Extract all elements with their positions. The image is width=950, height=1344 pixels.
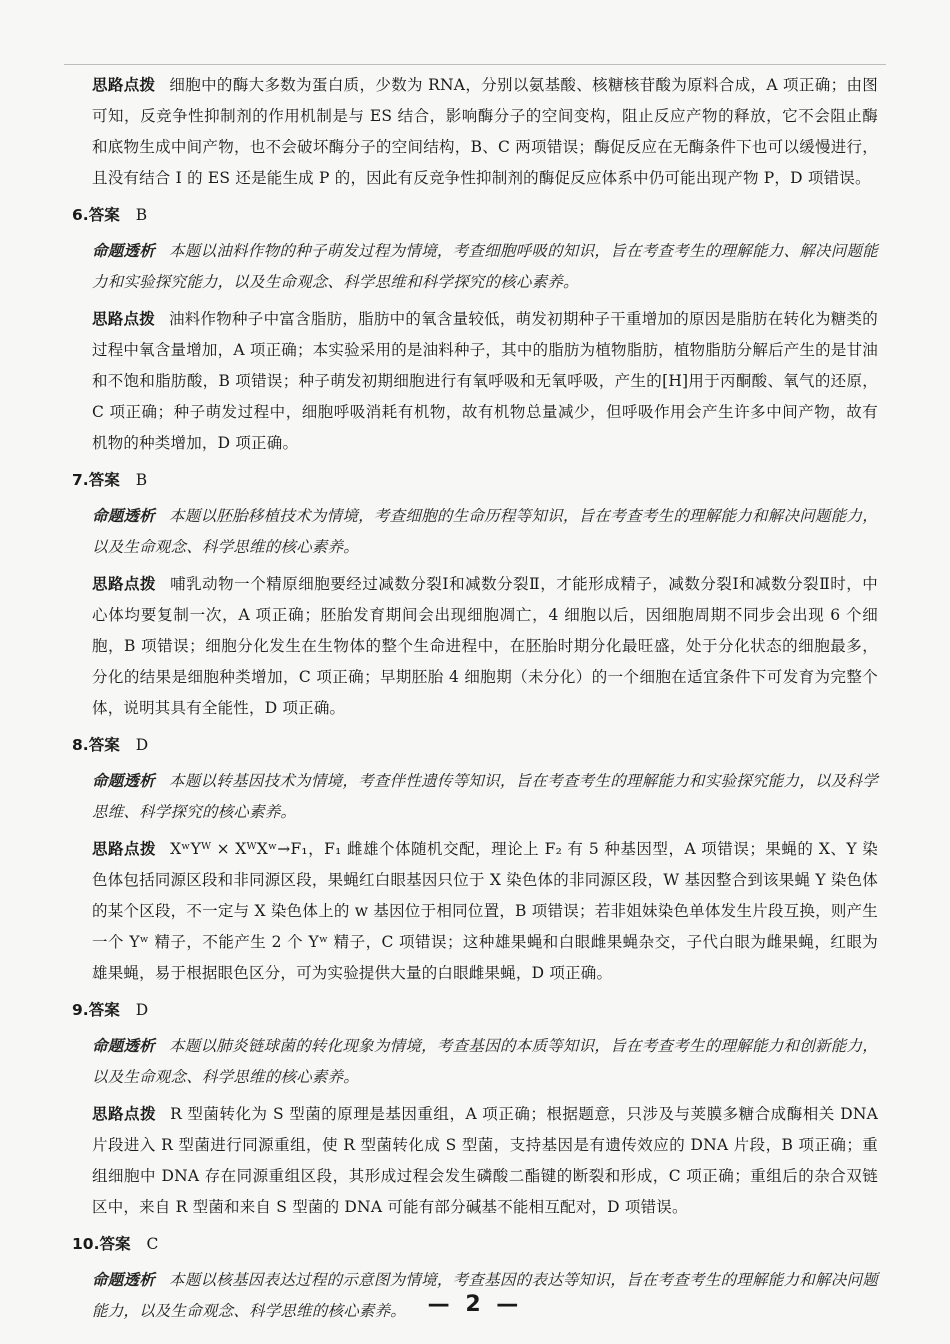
answer-line-q6: [72, 200, 878, 230]
analysis-label: 命题透析: [92, 1271, 156, 1289]
analysis-label: 命题透析: [92, 507, 156, 525]
analysis-paragraph-q7: [92, 501, 878, 563]
analysis-paragraph-q9: [92, 1031, 878, 1093]
analysis-text: 本题以肺炎链球菌的转化现象为情境，考查基因的本质等知识，旨在考查考生的理解能力和创新能力，以及生命观念、科学思维的核心素养。: [92, 1037, 878, 1086]
analysis-label: 命题透析: [92, 242, 156, 260]
analysis-text: 本题以胚胎移植技术为情境，考查细胞的生命历程等知识，旨在考查考生的理解能力和解决问题能力，以及生命观念、科学思维的核心素养。: [92, 507, 878, 556]
hint-label: 思路点拨: [92, 1105, 157, 1123]
answer-label: 答案: [99, 1235, 131, 1253]
answer-letter: D: [135, 736, 149, 754]
hint-text: 油料作物种子中富含脂肪，脂肪中的氧含量较低，萌发初期种子干重增加的原因是脂肪在转化为糖类的过程中氧含量增加，A 项正确；本实验采用的是油料种子，其中的脂肪为植物脂肪，植物脂肪分解后产生的是甘油和不饱和脂肪酸，B 项错误；种子萌发初期细胞进行有氧呼吸和无氧呼吸，产生的[H]用于丙酮酸、氧气的还原，C 项正确；种子萌发过程中，细胞呼吸消耗有机物，故有机物总量减少，但呼吸作用会产生许多中间产物，故有机物的种类增加，D 项正确。: [92, 310, 878, 452]
question-number: 6.: [72, 206, 89, 224]
answer-letter: B: [135, 471, 148, 489]
analysis-label: 命题透析: [92, 772, 156, 790]
hint-paragraph-q6: [92, 304, 878, 459]
answer-label: 答案: [88, 471, 120, 489]
analysis-paragraph-q6: [92, 236, 878, 298]
answer-letter: C: [146, 1235, 159, 1253]
question-number: 9.: [72, 1001, 89, 1019]
hint-label: 思路点拨: [92, 76, 156, 94]
hint-label: 思路点拨: [92, 575, 157, 593]
page-content: [72, 70, 878, 1333]
analysis-text: 本题以油料作物的种子萌发过程为情境，考查细胞呼吸的知识，旨在考查考生的理解能力、解决问题能力和实验探究能力，以及生命观念、科学思维和科学探究的核心素养。: [92, 242, 878, 291]
hint-paragraph-q5: [92, 70, 878, 194]
hint-label: 思路点拨: [92, 310, 156, 328]
answer-letter: D: [135, 1001, 149, 1019]
analysis-paragraph-q8: [92, 766, 878, 828]
hint-paragraph-q9: [92, 1099, 878, 1223]
answer-line-q7: [72, 465, 878, 495]
hint-label: 思路点拨: [92, 840, 157, 858]
answer-line-q8: [72, 730, 878, 760]
hint-paragraph-q8: [92, 834, 878, 989]
answer-line-q10: [72, 1229, 878, 1259]
hint-text: XʷYᵂ × XᵂXʷ→F₁，F₁ 雌雄个体随机交配，理论上 F₂ 有 5 种基因型，A 项错误；果蝇的 X、Y 染色体包括同源区段和非同源区段，果蝇红白眼基因只位于 X 染色体的非同源区段，W 基因整合到该果蝇 Y 染色体的某个区段，不一定与 X 染色体上的 w 基因位于相同位置，B 项错误；若非姐妹染色单体发生片段互换，则产生一个 Yʷ 精子，不能产生 2 个 Yʷ 精子，C 项错误；这种雄果蝇和白眼雌果蝇杂交，子代白眼为雌果蝇，红眼为雄果蝇，易于根据眼色区分，可为实验提供大量的白眼雌果蝇，D 项正确。: [92, 840, 878, 982]
hint-text: R 型菌转化为 S 型菌的原理是基因重组，A 项正确；根据题意，只涉及与荚膜多糖合成酶相关 DNA 片段进入 R 型菌进行同源重组，使 R 型菌转化成 S 型菌，支持基因是有遗传效应的 DNA 片段，B 项正确；重组细胞中 DNA 存在同源重组区段，其形成过程会发生磷酸二酯键的断裂和形成，C 项正确；重组后的杂合双链区中，来自 R 型菌和来自 S 型菌的 DNA 可能有部分碱基不能相互配对，D 项错误。: [92, 1105, 878, 1216]
header-rule: [64, 64, 886, 65]
answer-label: 答案: [88, 736, 120, 754]
answer-line-q9: [72, 995, 878, 1025]
hint-text: 细胞中的酶大多数为蛋白质，少数为 RNA，分别以氨基酸、核糖核苷酸为原料合成，A 项正确；由图可知，反竞争性抑制剂的作用机制是与 ES 结合，影响酶分子的空间变构，阻止反应产物的释放，它不会阻止酶和底物生成中间产物，也不会破坏酶分子的空间结构，B、C 两项错误；酶促反应在无酶条件下也可以缓慢进行，且没有结合 I 的 ES 还是能生成 P 的，因此有反竞争性抑制剂的酶促反应体系中仍可能出现产物 P，D 项错误。: [92, 76, 878, 187]
analysis-text: 本题以转基因技术为情境，考查伴性遗传等知识，旨在考查考生的理解能力和实验探究能力，以及科学思维、科学探究的核心素养。: [92, 772, 878, 821]
hint-paragraph-q7: [92, 569, 878, 724]
answer-letter: B: [135, 206, 148, 224]
hint-text: 哺乳动物一个精原细胞要经过减数分裂Ⅰ和减数分裂Ⅱ，才能形成精子，减数分裂Ⅰ和减数分裂Ⅱ时，中心体均要复制一次，A 项正确；胚胎发育期间会出现细胞凋亡，4 细胞以后，因细胞周期不同步会出现 6 个细胞，B 项错误；细胞分化发生在生物体的整个生命进程中，在胚胎时期分化最旺盛，处于分化状态的细胞最多，分化的结果是细胞种类增加，C 项正确；早期胚胎 4 细胞期（未分化）的一个细胞在适宜条件下可发育为完整个体，说明其具有全能性，D 项正确。: [92, 575, 878, 717]
analysis-label: 命题透析: [92, 1037, 156, 1055]
answer-label: 答案: [88, 206, 120, 224]
answer-label: 答案: [88, 1001, 120, 1019]
question-number: 8.: [72, 736, 89, 754]
analysis-text: 本题以核基因表达过程的示意图为情境，考查基因的表达等知识，旨在考查考生的理解能力和解决问题能力，以及生命观念、科学思维的核心素养。: [92, 1271, 878, 1320]
question-number: 10.: [72, 1235, 100, 1253]
question-number: 7.: [72, 471, 89, 489]
page-number: — 2 —: [427, 1292, 523, 1317]
